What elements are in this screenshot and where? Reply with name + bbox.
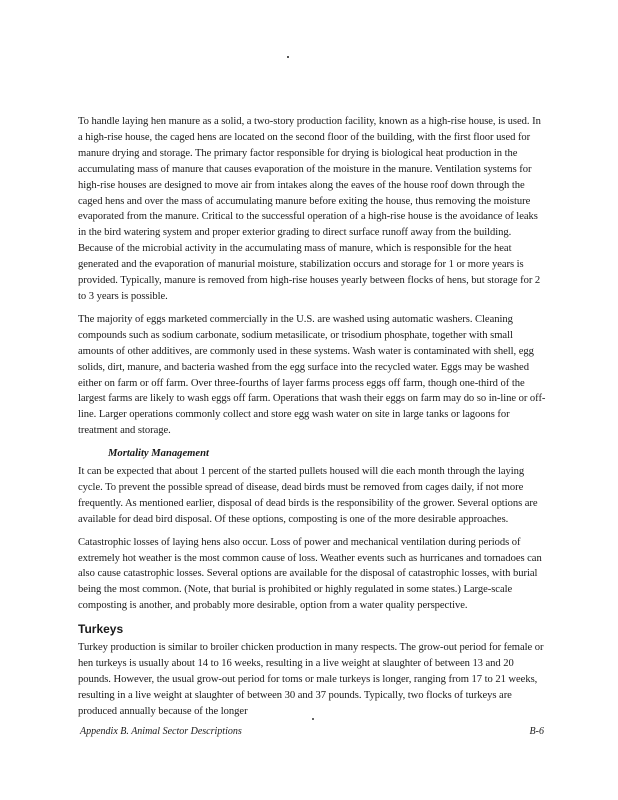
heading-turkeys: Turkeys — [78, 622, 124, 637]
heading-mortality-management: Mortality Management — [108, 448, 209, 460]
paragraph-high-rise-house: To handle laying hen manure as a solid, a two-story production facility, known as a high-rise house, is used. In a high-rise house, the caged hens are located on the second floor of the building, with the first floor used for manure drying and storage. The primary factor responsible for drying is biological heat production in the accumulating mass of manure that causes evaporation of the moisture in the manure. Ventilation systems for high-rise houses are designed to move air from intakes along the eaves of the house roof down through the caged hens and over the mass of accumulating manure before exiting the house, thus removing the moisture evaporated from the manure. Critical to the successful operation of a high-rise house is the avoidance of leaks in the bird watering system and proper exterior grading to direct surface runoff away from the building. Because of the microbial activity in the accumulating mass of manure, which is responsible for the heat generated and the evaporation of manurial moisture, stabilization occurs and storage for 1 or more years is provided. Typically, manure is removed from high-rise houses yearly between flocks of hens, but storage for 2 to 3 years is possible. — [78, 116, 541, 302]
footer-section-title: Appendix B. Animal Sector Descriptions — [80, 726, 242, 737]
paragraph-mortality: It can be expected that about 1 percent of the started pullets housed will die each month through the laying cycle. To prevent the possible spread of disease, dead birds must be removed from cages daily, if not more frequently. As mentioned earlier, disposal of dead birds is the responsibility of the grower. Several options are available for dead bird disposal. Of these options, composting is one of the more desirable approaches. — [78, 466, 538, 525]
scan-speck-footer — [312, 718, 314, 720]
paragraph-catastrophic-losses: Catastrophic losses of laying hens also occur. Loss of power and mechanical ventilation during periods of extremely hot weather is the most common cause of loss. Weather events such as hurricanes and tornadoes can also cause catastrophic losses. Several options are available for the disposal of catastrophic losses, with burial being the most common. (Note, that burial is prohibited or highly regulated in some states.) Large-scale composting is another, and probably more desirable, option from a water quality perspective. — [78, 536, 542, 612]
page-footer — [80, 726, 544, 737]
paragraph-egg-washing: The majority of eggs marketed commercially in the U.S. are washed using automatic washers. Cleaning compounds such as sodium carbonate, sodium metasilicate, or trisodium phosphate, together with small amounts of other additives, are commonly used in these systems. Wash water is contaminated with shell, egg solids, dirt, manure, and bacteria washed from the egg surface into the recycled water. Eggs may be washed either on farm or off farm. Over three-fourths of layer farms process eggs off farm, though one-third of the largest farms are likely to wash eggs off farm. Operations that wash their eggs on farm may do so in-line or off-line. Larger operations commonly collect and store egg wash water on site in large tanks or lagoons for treatment and storage. — [78, 313, 546, 437]
page-body — [78, 114, 546, 727]
footer-page-number: B-6 — [529, 726, 544, 737]
scan-speck — [287, 56, 289, 58]
paragraph-turkey-production: Turkey production is similar to broiler chicken production in many respects. The grow-out period for female or hen turkeys is usually about 14 to 16 weeks, resulting in a live weight at slaughter of between 13 and 20 pounds. However, the usual grow-out period for toms or male turkeys is longer, ranging from 17 to 21 weeks, resulting in a live weight at slaughter of between 30 and 37 pounds. Typically, two flocks of turkeys are produced annually because of the longer — [78, 642, 544, 717]
